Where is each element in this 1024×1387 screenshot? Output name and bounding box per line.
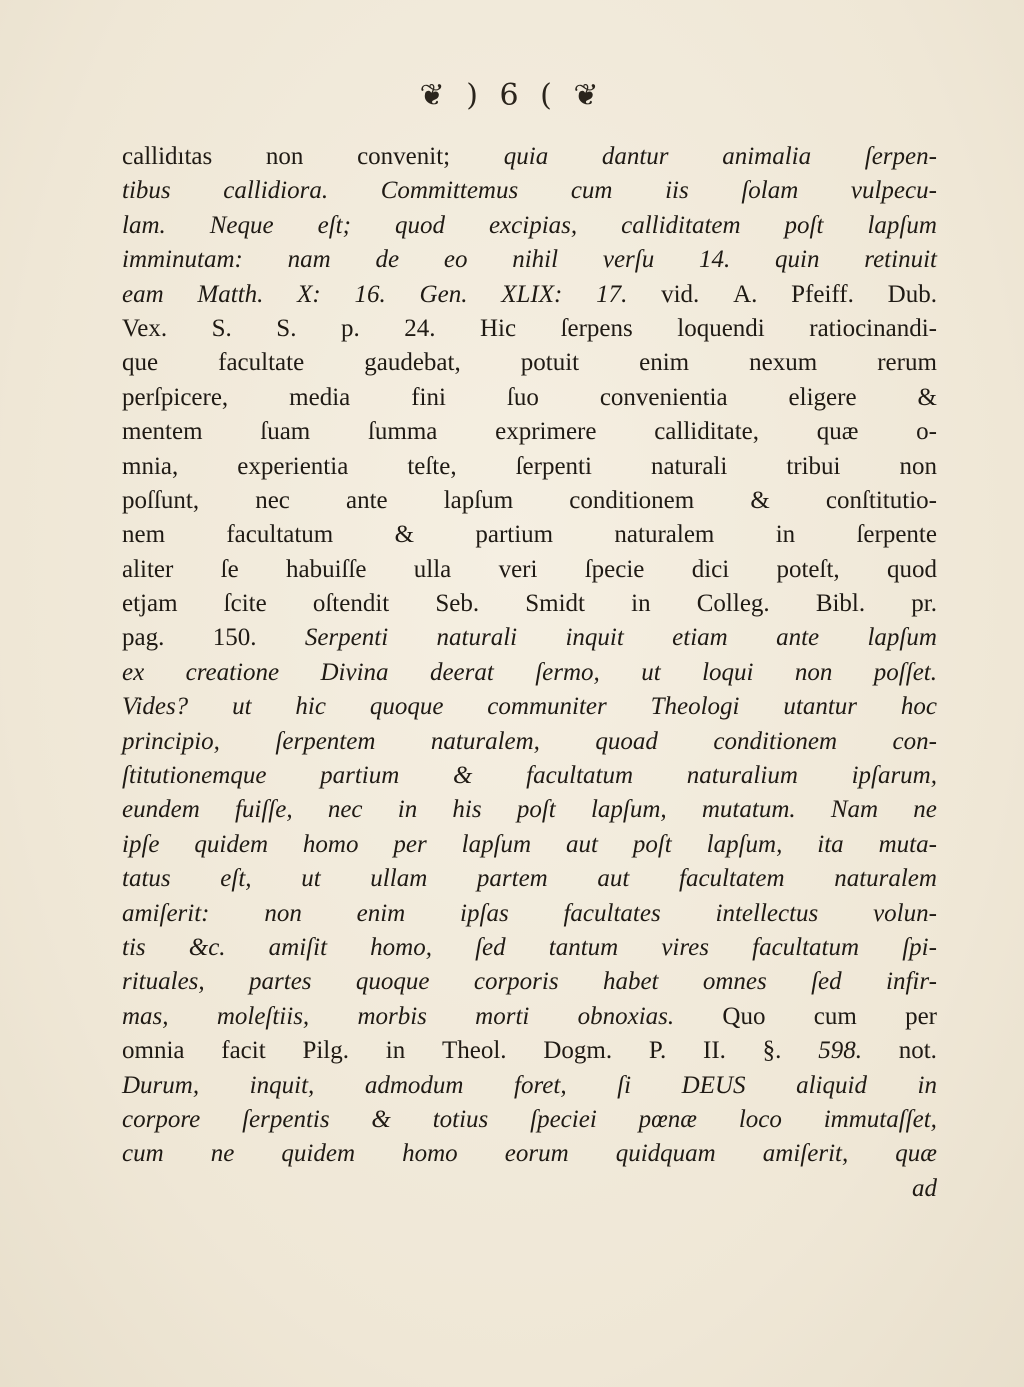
word: morti — [475, 1002, 530, 1030]
word: & — [371, 1105, 391, 1133]
word: ſpeciei — [530, 1105, 597, 1133]
word: homo — [402, 1140, 458, 1168]
word: Pilg. — [302, 1037, 349, 1065]
text-line — [122, 690, 937, 724]
word: eligere — [788, 383, 857, 411]
word: Vides? — [122, 693, 189, 721]
word: cum — [813, 1002, 857, 1030]
word: pr. — [911, 590, 937, 618]
word: eorum — [504, 1140, 569, 1168]
word: calliditatem — [621, 211, 741, 239]
word: pag. — [122, 624, 165, 652]
word: corporis — [473, 968, 559, 996]
text-line — [122, 725, 937, 759]
word: & — [452, 762, 473, 790]
word: dici — [691, 555, 730, 583]
word: moleſtiis, — [216, 1002, 310, 1030]
word: oſtendit — [312, 590, 390, 618]
word: enim — [639, 349, 690, 377]
word: aut — [597, 865, 630, 893]
word: habuiſſe — [285, 555, 367, 583]
word: quoque — [355, 968, 430, 996]
word: homo — [302, 830, 359, 858]
word: de — [375, 246, 400, 274]
word: Smidt — [525, 590, 586, 618]
text-line — [122, 621, 937, 655]
word: naturalem, — [430, 727, 540, 755]
word: & — [750, 486, 770, 514]
word: naturali — [436, 624, 518, 652]
word: media — [289, 383, 351, 411]
word: hic — [295, 693, 326, 721]
word: ſolam — [741, 177, 799, 205]
word: muta- — [878, 830, 937, 858]
word: ante — [776, 624, 820, 652]
word: quod — [394, 211, 445, 239]
word: hoc — [900, 693, 937, 721]
word: ut — [641, 658, 661, 686]
word: ita — [817, 830, 844, 858]
word: tatus — [122, 865, 171, 893]
word: 14. — [699, 246, 731, 274]
word: calliditate, — [654, 418, 759, 446]
word: foret, — [514, 1071, 567, 1099]
text-body — [122, 140, 937, 1206]
text-line — [122, 381, 937, 415]
word: retinuit — [864, 246, 937, 274]
word: Seb. — [435, 590, 480, 618]
word: facultates — [563, 899, 661, 927]
word: que — [122, 349, 159, 377]
text-line — [122, 931, 937, 965]
word: in — [917, 1071, 937, 1099]
text-line — [122, 209, 937, 243]
word: Hic — [479, 314, 517, 342]
word: imminutam: — [122, 246, 243, 274]
word: ſed — [475, 933, 506, 961]
word: enim — [356, 899, 406, 927]
word: §. — [762, 1037, 782, 1065]
word: corpore — [122, 1105, 201, 1133]
word: Pfeiff. — [791, 280, 854, 308]
word: II. — [703, 1037, 726, 1065]
word: etjam — [122, 590, 178, 618]
word: ne — [210, 1140, 235, 1168]
text-line — [122, 862, 937, 896]
word: Divina — [320, 658, 389, 686]
text-line — [122, 243, 937, 277]
word: partium — [320, 762, 400, 790]
word: Dub. — [887, 280, 937, 308]
word: p. — [340, 314, 360, 342]
word: mas, — [122, 1002, 169, 1030]
word: loquendi — [677, 314, 765, 342]
word: non — [899, 452, 937, 480]
word: conſtitutio- — [825, 486, 937, 514]
text-line — [122, 553, 937, 587]
word: 24. — [404, 314, 436, 342]
word: aliter — [122, 555, 174, 583]
word: Theol. — [441, 1037, 507, 1065]
left-ornament: ❦ ) — [419, 78, 484, 113]
text-line — [122, 897, 937, 931]
word: quæ — [895, 1140, 937, 1168]
word: nec — [255, 486, 290, 514]
word: & — [394, 521, 415, 549]
word: homo, — [370, 933, 432, 961]
right-ornament: ( ❦ — [540, 78, 605, 113]
word: ne — [913, 796, 937, 824]
word: poſſet. — [873, 658, 937, 686]
word: perſpicere, — [122, 383, 229, 411]
word: Serpenti — [304, 624, 389, 652]
word: facultatum — [526, 762, 634, 790]
text-line — [122, 759, 937, 793]
word: poteſt, — [776, 555, 840, 583]
word: per — [393, 830, 427, 858]
text-line — [122, 415, 937, 449]
word: creatione — [185, 658, 280, 686]
word: tribui — [786, 452, 841, 480]
word: ulla — [413, 555, 452, 583]
word: conditionem — [569, 486, 695, 514]
word: eſt, — [220, 865, 252, 893]
word: XLIX: — [501, 280, 563, 308]
word: Vex. — [122, 314, 168, 342]
word: ſerpente — [856, 521, 937, 549]
word: mutatum. — [701, 796, 796, 824]
word: Durum, — [122, 1071, 200, 1099]
word: non — [794, 658, 833, 686]
word: intellectus — [715, 899, 819, 927]
word: mnia, — [122, 452, 179, 480]
word: excipias, — [488, 211, 578, 239]
word: lapſum — [443, 486, 514, 514]
word: facit — [221, 1037, 266, 1065]
word: amiſerit: — [122, 899, 210, 927]
word: ſerpens — [560, 314, 633, 342]
word: pœnæ — [638, 1105, 697, 1133]
word: lapſum — [867, 624, 937, 652]
word: nam — [287, 246, 331, 274]
word: communiter — [487, 693, 607, 721]
word: totius — [432, 1105, 489, 1133]
word: quidquam — [615, 1140, 716, 1168]
word: ipſarum, — [851, 762, 937, 790]
word: vulpecu- — [850, 177, 937, 205]
word: ſe — [220, 555, 239, 583]
word: nec — [327, 796, 363, 824]
word: aliquid — [796, 1071, 867, 1099]
word: in — [397, 796, 418, 824]
word: nem — [122, 521, 166, 549]
word: 16. — [354, 280, 386, 308]
word: eo — [443, 246, 468, 274]
text-line — [122, 587, 937, 621]
word: utantur — [783, 693, 857, 721]
catchword-line — [122, 1172, 937, 1206]
word: quidem — [194, 830, 269, 858]
word: lapſum — [461, 830, 532, 858]
word: ut — [232, 693, 252, 721]
word: non — [265, 143, 304, 170]
word: ſcite — [223, 590, 267, 618]
word: amiſerit, — [762, 1140, 849, 1168]
text-line — [122, 174, 937, 208]
word: Quo — [722, 1002, 766, 1030]
word: DEUS — [681, 1071, 746, 1099]
word: & — [917, 383, 937, 411]
text-line — [122, 484, 937, 518]
word: obnoxias. — [577, 1002, 675, 1030]
word: facultatem — [679, 865, 785, 893]
word: con- — [892, 727, 937, 755]
word: volun- — [873, 899, 937, 927]
text-line — [122, 1000, 937, 1034]
word: facultatum — [226, 521, 334, 549]
word: amiſit — [268, 933, 328, 961]
word: in — [775, 521, 796, 549]
word: rerum — [877, 349, 937, 377]
word: cum — [570, 177, 613, 205]
word: eundem — [122, 796, 200, 824]
word: ſuam — [260, 418, 311, 446]
text-line — [122, 312, 937, 346]
text-line — [122, 828, 937, 862]
word: fuiſſe, — [234, 796, 293, 824]
word: Nam — [830, 796, 879, 824]
word: iis — [665, 177, 689, 205]
word: S. — [276, 314, 297, 342]
word: ſerpenti — [515, 452, 592, 480]
word: ipſe — [122, 830, 160, 858]
word: P. — [648, 1037, 667, 1065]
word: ullam — [370, 865, 428, 893]
word: loqui — [702, 658, 754, 686]
word: aut — [565, 830, 598, 858]
word: Matth. — [197, 280, 264, 308]
word: lapſum — [867, 211, 937, 239]
word: potuit — [520, 349, 580, 377]
word: ſuo — [506, 383, 539, 411]
word: non — [264, 899, 302, 927]
word: cum — [122, 1140, 164, 1168]
word: ante — [345, 486, 388, 514]
text-line — [122, 140, 937, 174]
word: partes — [249, 968, 312, 996]
word: quod — [886, 555, 937, 583]
text-line — [122, 346, 937, 380]
word: ſi — [617, 1071, 632, 1099]
text-line — [122, 656, 937, 690]
word: eam — [122, 280, 164, 308]
word: ſed — [811, 968, 842, 996]
word: quoque — [369, 693, 444, 721]
word: convenientia — [599, 383, 728, 411]
word: nexum — [749, 349, 818, 377]
word: partium — [475, 521, 554, 549]
word: poſt — [632, 830, 672, 858]
word: partem — [476, 865, 548, 893]
word: conditionem — [713, 727, 838, 755]
word: ex — [122, 658, 145, 686]
word: ratiocinandi- — [809, 314, 937, 342]
word: per — [905, 1002, 937, 1030]
text-line — [122, 1069, 937, 1103]
word: quoad — [595, 727, 658, 755]
word: poſt — [784, 211, 824, 239]
word: naturali — [650, 452, 728, 480]
word: ſpi- — [902, 933, 937, 961]
word: experientia — [237, 452, 349, 480]
word: principio, — [122, 727, 220, 755]
word: &c. — [188, 933, 226, 961]
word: fini — [411, 383, 446, 411]
word: mentem — [122, 418, 203, 446]
word: exprimere — [495, 418, 597, 446]
word: vires — [661, 933, 709, 961]
word: naturalium — [686, 762, 798, 790]
page-number: 6 — [499, 78, 525, 113]
text-line — [122, 450, 937, 484]
word: X: — [297, 280, 321, 308]
text-line — [122, 793, 937, 827]
word: omnia — [122, 1037, 185, 1065]
word: poſt — [516, 796, 556, 824]
word: facultatum — [752, 933, 860, 961]
word: ſerpentis — [242, 1105, 330, 1133]
text-line — [122, 1137, 937, 1171]
word: poſſunt, — [122, 486, 200, 514]
word: callidiora. — [223, 177, 329, 205]
word: dantur — [601, 143, 669, 170]
word: animalia — [722, 143, 812, 170]
word: ſpecie — [584, 555, 645, 583]
word: immutaſſet, — [823, 1105, 937, 1133]
word: tis — [122, 933, 146, 961]
text-line — [122, 518, 937, 552]
word: facultate — [218, 349, 305, 377]
word: quidem — [281, 1140, 356, 1168]
word: lapſum, — [590, 796, 667, 824]
word: Dogm. — [543, 1037, 613, 1065]
word: Committemus — [380, 177, 519, 205]
word: Theologi — [650, 693, 740, 721]
word: in — [631, 590, 651, 618]
word: lapſum, — [706, 830, 783, 858]
word: convenit; — [357, 143, 451, 170]
word: not. — [898, 1037, 937, 1065]
word: his — [452, 796, 482, 824]
word: 150. — [212, 624, 257, 652]
word: vid. — [661, 280, 700, 308]
word: ipſas — [460, 899, 509, 927]
word: naturalem — [834, 865, 937, 893]
page-header — [0, 78, 1024, 113]
word: nihil — [512, 246, 559, 274]
word: in — [385, 1037, 406, 1065]
word: ſumma — [367, 418, 438, 446]
word: omnes — [702, 968, 767, 996]
word: Neque — [209, 211, 274, 239]
word: etiam — [672, 624, 728, 652]
word: 17. — [596, 280, 628, 308]
word: callidıtas — [122, 143, 213, 170]
word: S. — [211, 314, 232, 342]
word: naturalem — [614, 521, 715, 549]
word: infir- — [886, 968, 937, 996]
word: tibus — [122, 177, 171, 205]
text-line — [122, 1103, 937, 1137]
text-line — [122, 965, 937, 999]
word: inquit, — [249, 1071, 315, 1099]
word: eſt; — [317, 211, 351, 239]
word: quæ — [816, 418, 859, 446]
word: veri — [498, 555, 538, 583]
word: verſu — [602, 246, 655, 274]
word: Gen. — [419, 280, 468, 308]
word: ſermo, — [535, 658, 600, 686]
word: ſtitutionemque — [122, 762, 267, 790]
word: loco — [738, 1105, 782, 1133]
word: ſerpentem — [275, 727, 376, 755]
word: Bibl. — [815, 590, 866, 618]
word: admodum — [364, 1071, 464, 1099]
word: morbis — [357, 1002, 427, 1030]
text-line — [122, 1034, 937, 1068]
text-line — [122, 278, 937, 312]
catchword: ad — [912, 1174, 937, 1202]
word: quia — [503, 143, 549, 170]
word: 598. — [818, 1037, 862, 1065]
word: teſte, — [407, 452, 457, 480]
word: tantum — [548, 933, 619, 961]
word: ut — [301, 865, 321, 893]
word: habet — [602, 968, 659, 996]
word: rituales, — [122, 968, 205, 996]
word: deerat — [429, 658, 494, 686]
word: lam. — [122, 211, 166, 239]
word: o- — [916, 418, 937, 446]
word: gaudebat, — [364, 349, 461, 377]
word: quin — [775, 246, 820, 274]
word: inquit — [565, 624, 624, 652]
word: Colleg. — [696, 590, 770, 618]
word: ſerpen- — [864, 143, 937, 170]
word: A. — [733, 280, 758, 308]
